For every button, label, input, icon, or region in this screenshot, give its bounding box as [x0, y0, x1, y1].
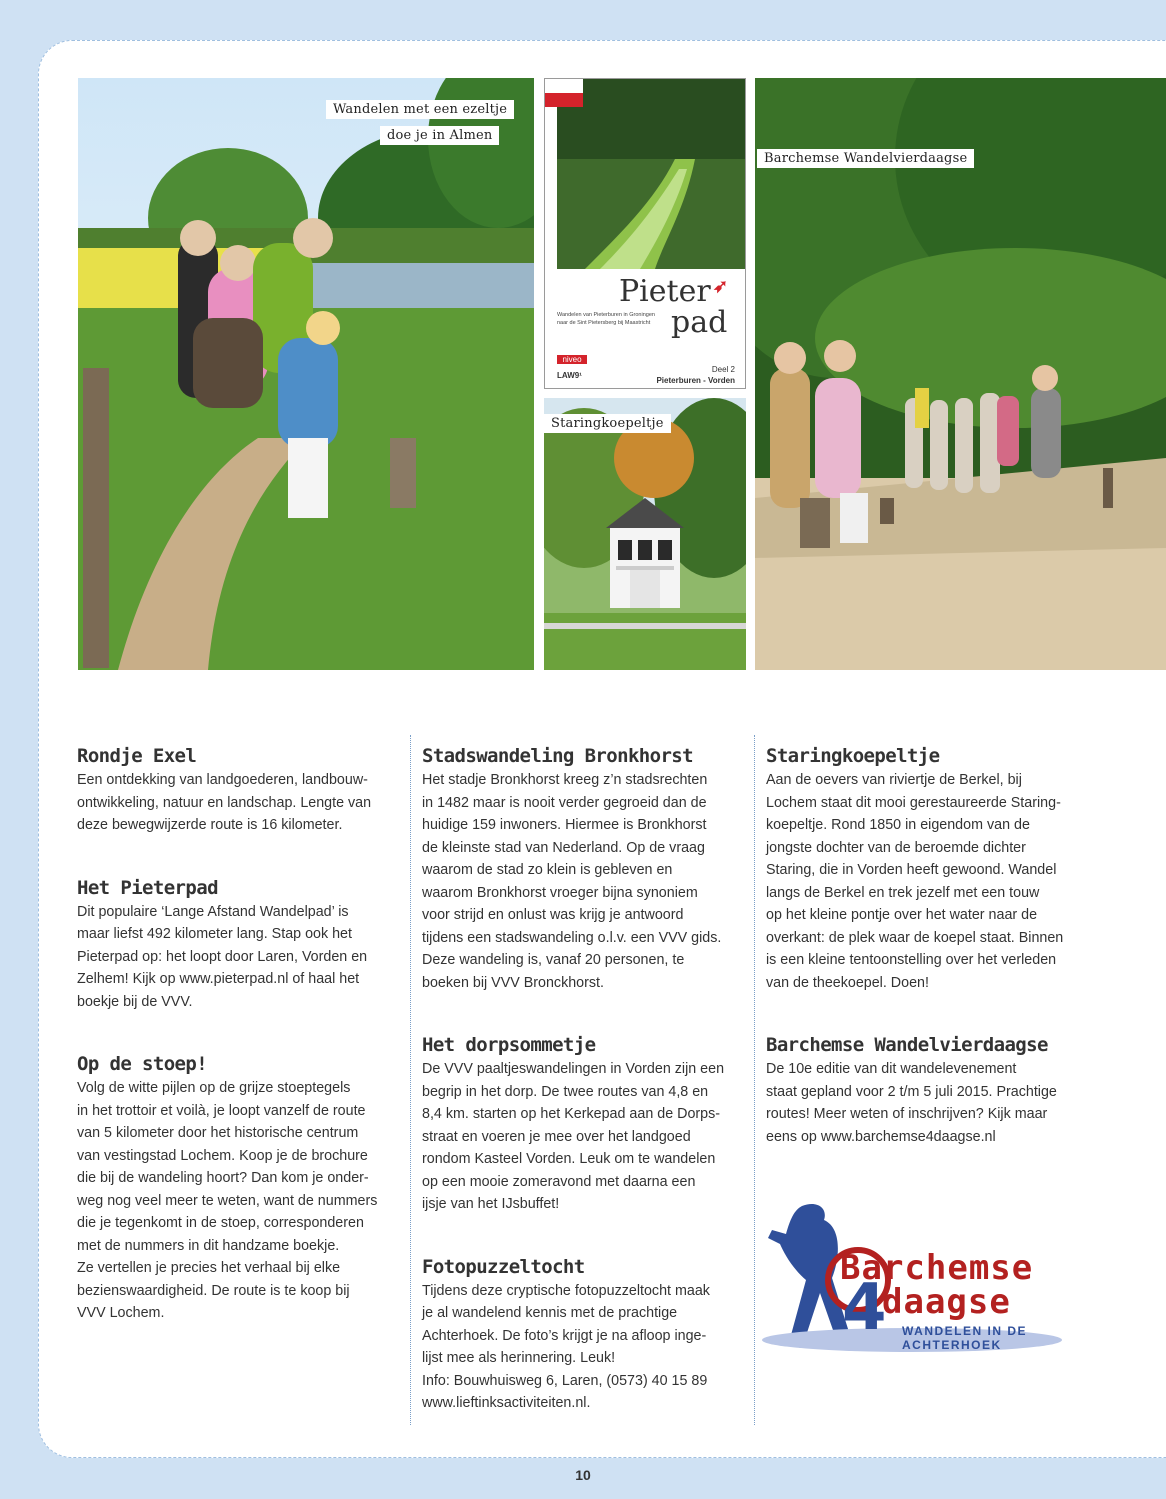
section-title: Barchemse Wandelvierdaagse: [766, 1034, 1048, 1056]
section-title: Het Pieterpad: [77, 876, 218, 899]
section-title: Fotopuzzeltocht: [422, 1255, 585, 1278]
book-law: LAW9¹: [557, 371, 582, 380]
logo-word2: daagse: [882, 1282, 1011, 1322]
caption-staringkoepeltje: Staringkoepeltje: [544, 414, 671, 433]
logo-word1: Barchemse: [840, 1248, 1034, 1288]
section-text: De VVV paaltjeswandelingen in Vorden zijn een begrip in het dorp. De twee routes van 4,8 en 8,4 km. starten op het Kerkepad aan de Dorps- straat en voeren je mee over het landgoed rondom Kasteel Vorden. Leuk om te wandelen op een mooie zomeravond met daarna een ijsje van het IJsbuffet!: [422, 1061, 725, 1212]
section-title: Op de stoep!: [77, 1053, 208, 1075]
section-fotopuzzeltocht: [422, 1256, 744, 1415]
section-het-dorpsommetje: [422, 1034, 744, 1216]
section-text: Volg de witte pijlen op de grijze stoeptegels in het trottoir et voilà, je loopt vanzelf de route van 5 kilometer door het historische centrum van vestingstad Lochem. Koop je de brochure die bij de wandeling hoort? Dan kom je onder- weg nog veel meer te weten, want de nummers die je tegenkomt in de stoep, corresponderen met de nummers in dit handzame boekje. Ze vertellen je precies het verhaal bij elke bezienswaardigheid. De route is te koop bij VVV Lochem.: [77, 1080, 378, 1321]
photo-pieterpad-book: [544, 78, 746, 389]
website-link[interactable]: www.lieftinksactiviteiten.nl.: [422, 1395, 591, 1411]
section-title: Rondje Exel: [77, 745, 197, 767]
caption-ezeltje-line2: doe je in Almen: [380, 126, 499, 145]
section-het-pieterpad: [77, 877, 399, 1014]
column-divider-2: [754, 735, 755, 1425]
section-text: Tijdens deze cryptische fotopuzzeltocht maak je al wandelend kennis met de prachtige Achterhoek. De foto’s krijgt je na afloop inge- lijst mee als herinnering. Leuk! Info: Bouwhuisweg 6, Laren, (0573) 40 15 89 www.lieftinksactiviteiten.nl.: [422, 1282, 710, 1411]
section-text: Het stadje Bronkhorst kreeg z’n stadsrechten in 1482 maar is nooit verder gegroeid dan de huidige 159 inwoners. Hiermee is Bronkhorst de kleinste stad van Nederland. Op de vraag waarom de stad zo klein is gebleven en waarom Bronkhorst vroeger bijna synoniem voor strijd en onlust was krijg je antwoord tijdens een stadswandeling o.l.v. een VVV gids. Deze wandeling is, vanaf 20 personen, te boeken bij VVV Bronckhorst.: [422, 772, 722, 991]
photo-staringkoepeltje: [544, 398, 746, 670]
logo-tagline: WANDELEN IN DE ACHTERHOEK: [902, 1324, 1028, 1352]
column-1: [77, 745, 399, 1365]
section-text: Dit populaire ‘Lange Afstand Wandelpad’ is maar liefst 492 kilometer lang. Stap ook het Pieterpad op: het loopt door Laren, Vorden en Zelhem! Kijk op www.pieterpad.nl of haal het boekje bij de VVV.: [77, 903, 368, 1010]
book-subtitle-line2: naar de Sint Pietersberg bij Maastricht: [557, 320, 651, 326]
section-rondje-exel: [77, 745, 399, 837]
book-title-top: Pieter: [619, 274, 711, 309]
section-title: Stadswandeling Bronkhorst: [422, 745, 693, 767]
book-deel: Deel 2: [711, 365, 735, 374]
section-stadswandeling-bronkhorst: [422, 745, 744, 994]
section-title: Staringkoepeltje: [766, 745, 940, 767]
section-text: Een ontdekking van landgoederen, landbouw- ontwikkeling, natuur en landschap. Lengte van deze bewegwijzerde route is 16 kilometer.: [77, 772, 372, 833]
caption-vierdaagse: Barchemse Wandelvierdaagse: [757, 149, 974, 168]
logo-digit: 4: [842, 1271, 887, 1345]
book-route: Pieterburen - Vorden: [656, 376, 735, 385]
book-publisher: niveo: [557, 355, 587, 364]
pieterpad-logo-icon: ➶: [713, 276, 729, 296]
section-op-de-stoep: [77, 1053, 399, 1325]
section-staringkoepeltje: [766, 745, 1088, 994]
column-2: [422, 745, 744, 1455]
section-barchemse-wandelvierdaagse: [766, 1034, 1088, 1148]
column-3: [766, 745, 1088, 1188]
caption-ezeltje-line1: Wandelen met een ezeltje: [326, 100, 514, 119]
section-title: Het dorpsommetje: [422, 1034, 596, 1056]
book-title-bottom: pad: [671, 305, 728, 340]
book-subtitle-line1: Wandelen van Pieterburen in Groningen: [557, 312, 655, 318]
section-text: Aan de oevers van riviertje de Berkel, bij Lochem staat dit mooi gerestaureerde Staring- koepeltje. Rond 1850 in eigendom van de jongste dochter van de beroemde dichter Staring, die in Vorden heeft gewoond. Wandel langs de Berkel en trek jezelf met een touw op het kleine pontje over het water naar de overkant: de plek waar de koepel staat. Binnen is een kleine tentoonstelling over het verleden van de theekoepel. Doen!: [766, 772, 1064, 991]
column-divider-1: [410, 735, 411, 1425]
page-number: 10: [575, 1467, 591, 1483]
section-text: De 10e editie van dit wandelevenement staat gepland voor 2 t/m 5 juli 2015. Prachtige routes! Meer weten of inschrijven? Kijk maar eens op www.barchemse4daagse.nl: [766, 1061, 1057, 1145]
photo-donkey-walk: [78, 78, 534, 670]
barchemse-4daagse-logo: [762, 1198, 1122, 1358]
